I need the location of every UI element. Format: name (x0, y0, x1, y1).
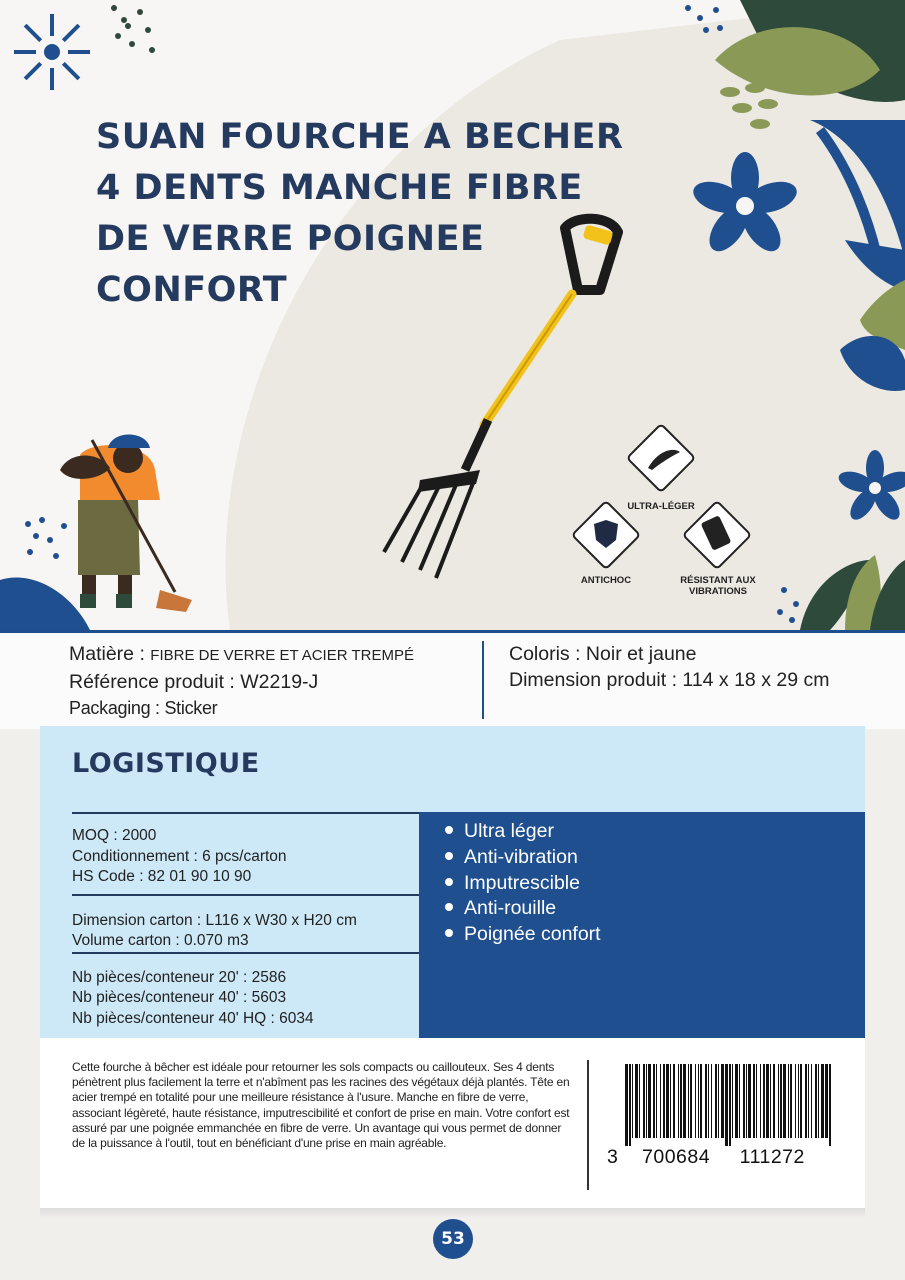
volume-carton: Volume carton : 0.070 m3 (72, 932, 249, 949)
spec-packaging: Packaging : Sticker (69, 698, 218, 718)
conteneur-40: Nb pièces/conteneur 40' : 5603 (72, 989, 287, 1006)
specs-right (509, 641, 829, 693)
badge-label-antichoc: ANTICHOC (580, 575, 632, 586)
hs-code: HS Code : 82 01 90 10 90 (72, 868, 252, 885)
sun-icon (14, 14, 90, 90)
dots-decoration (111, 5, 155, 53)
barcode (625, 1064, 835, 1146)
conteneur-20: Nb pièces/conteneur 20' : 2586 (72, 968, 287, 986)
spec-value: FIBRE DE VERRE ET ACIER TREMPÉ (150, 647, 414, 664)
page-shadow (40, 1208, 865, 1218)
badge-label-ultra-leger: ULTRA-LÉGER (627, 501, 695, 512)
badge-label-vibrations (670, 575, 766, 597)
title-line: CONFORT (96, 270, 288, 310)
product-description: Cette fourche à bêcher est idéale pour retourner les sols compacts ou caillouteux. Ses 4 dents pénètrent plus facilement la terre et n'abîment pas les racines des végétaux déjà plantés. Tête en acier trempé en totalité pour une meilleure résistance à l'usure. Manche en fibre de verre, associant légèreté, haute résistance, imputrescibilité et confort de prise en main. Votre confort est assuré par une poignée emmanchée en fibre de verre. Un avantage qui vous permet de donner de la puissance à l'outil, tout en bénéficiant d'une prise en main agréable. (72, 1060, 570, 1151)
page-number: 53 (433, 1219, 473, 1259)
conditionnement: Conditionnement : 6 pcs/carton (72, 847, 287, 865)
feature-item: Anti-rouille (445, 896, 601, 922)
divider (72, 894, 419, 896)
conteneur-40hq: Nb pièces/conteneur 40' HQ : 6034 (72, 1009, 314, 1027)
features-panel (419, 812, 865, 1038)
gardener-illustration (60, 435, 192, 613)
spec-label: Matière : (69, 643, 151, 665)
specs-divider (482, 641, 484, 719)
title-line: DE VERRE POIGNEE (96, 219, 485, 259)
features-list (445, 819, 601, 948)
divider (72, 812, 419, 814)
spec-matiere (69, 641, 414, 669)
logistique-details (72, 826, 357, 1029)
logistique-title: LOGISTIQUE (72, 748, 260, 779)
description-section (40, 1038, 865, 1208)
badge-label-line: VIBRATIONS (689, 586, 747, 597)
product-specs (0, 630, 905, 729)
feature-item: Imputrescible (445, 871, 601, 897)
product-title (96, 112, 696, 316)
title-line: 4 DENTS MANCHE FIBRE (96, 168, 583, 208)
spec-coloris: Coloris : Noir et jaune (509, 643, 697, 665)
feature-item: Poignée confort (445, 922, 601, 948)
dimension-carton: Dimension carton : L116 x W30 x H20 cm (72, 911, 357, 929)
hero-section (0, 0, 905, 630)
divider (587, 1060, 589, 1190)
badge-label-line: RÉSISTANT AUX (680, 575, 756, 586)
specs-left (69, 641, 414, 721)
spec-dimension: Dimension produit : 114 x 18 x 29 cm (509, 669, 830, 691)
barcode-number: 3 700684 111272 (607, 1146, 805, 1168)
moq: MOQ : 2000 (72, 827, 157, 844)
title-line: SUAN FOURCHE A BECHER (96, 117, 624, 157)
feature-item: Anti-vibration (445, 845, 601, 871)
divider (72, 952, 419, 954)
feature-item: Ultra léger (445, 819, 601, 845)
spec-reference: Référence produit : W2219-J (69, 671, 319, 693)
logistique-section (40, 726, 865, 1038)
